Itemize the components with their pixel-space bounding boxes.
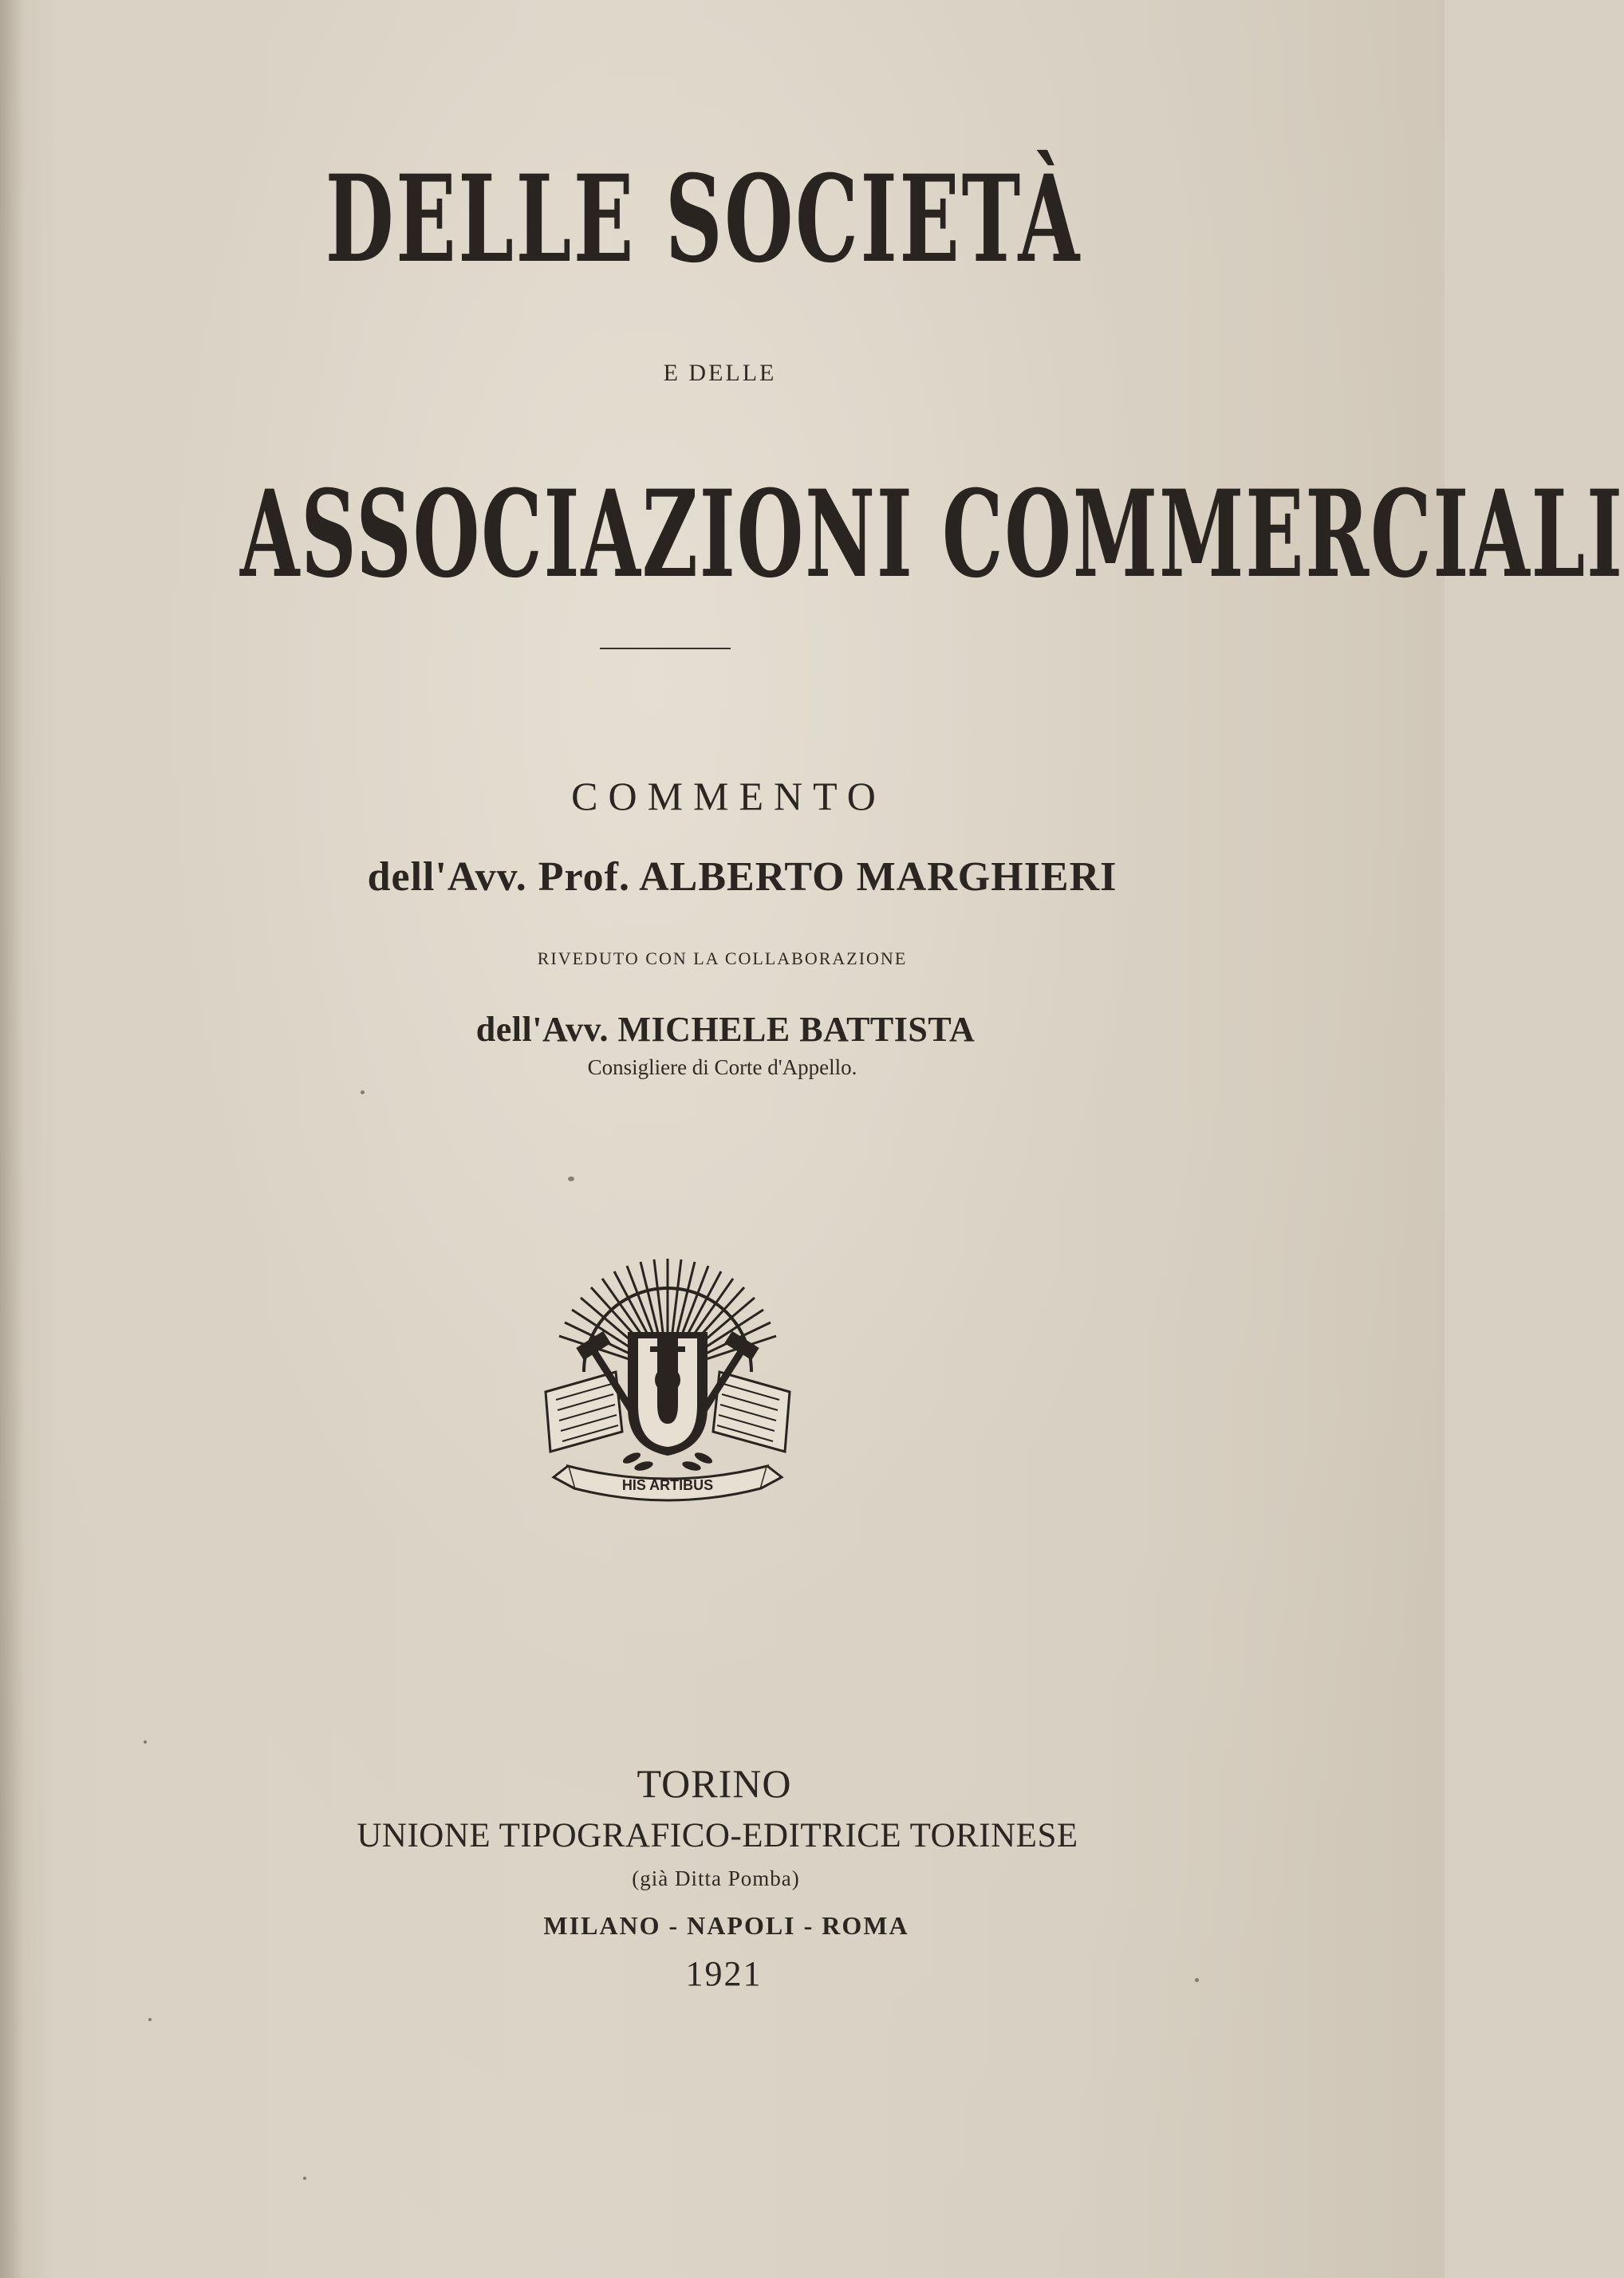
paper-speck <box>361 1090 365 1094</box>
main-title-line-1: DELLE SOCIETÀ <box>325 149 1082 290</box>
imprint-publisher: UNIONE TIPOGRAFICO-EDITRICE TORINESE <box>357 1817 1078 1854</box>
title-connector: E DELLE <box>663 360 777 386</box>
imprint-year: 1921 <box>685 1954 763 1993</box>
paper-speck <box>144 1740 147 1744</box>
author-line: dell'Avv. Prof. ALBERTO MARGHIERI <box>367 854 1117 900</box>
paper-speck <box>568 1176 574 1181</box>
imprint-city: TORINO <box>637 1761 792 1806</box>
collaborator-line: dell'Avv. MICHELE BATTISTA <box>475 1010 976 1049</box>
paper-speck <box>1195 1978 1199 1982</box>
publisher-emblem-icon <box>536 1252 799 1508</box>
imprint-branches: MILANO - NAPOLI - ROMA <box>543 1911 909 1940</box>
title-rule <box>600 648 731 649</box>
paper-speck <box>148 2018 152 2021</box>
collaborator-role: Consigliere di Corte d'Appello. <box>587 1055 857 1079</box>
emblem-motto: HIS ARTIBUS <box>621 1477 714 1493</box>
commentary-label: COMMENTO <box>571 774 886 818</box>
paper-speck <box>303 2177 306 2180</box>
main-title-line-2: ASSOCIAZIONI COMMERCIALI <box>239 464 1624 605</box>
imprint-formerly: (già Ditta Pomba) <box>632 1866 800 1890</box>
revised-note: RIVEDUTO CON LA COLLABORAZIONE <box>537 948 908 968</box>
